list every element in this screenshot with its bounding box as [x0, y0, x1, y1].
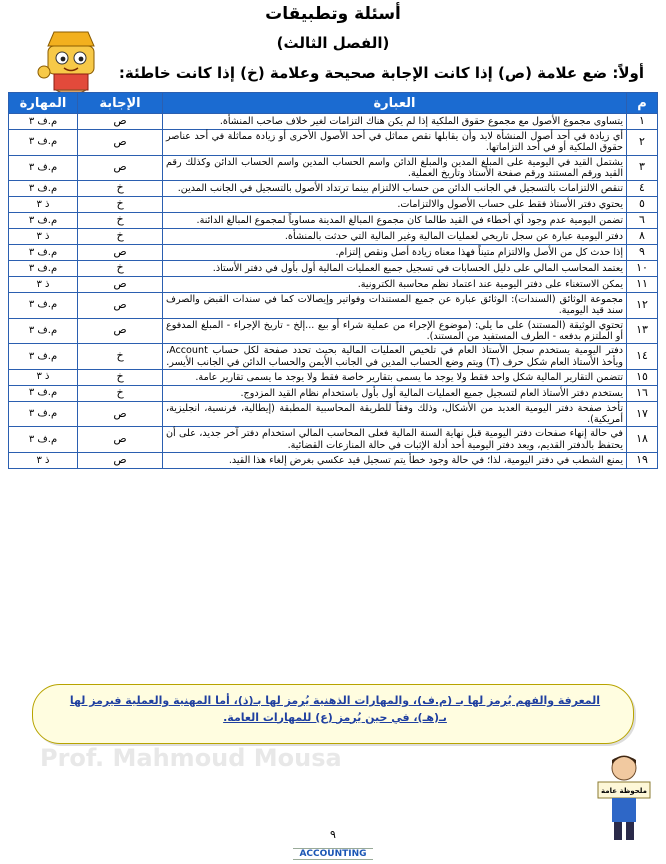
table-row — [9, 293, 658, 319]
row-answer: خ — [78, 181, 163, 197]
row-number: ١٥ — [627, 369, 658, 385]
row-number: ١٠ — [627, 261, 658, 277]
row-number: ٥ — [627, 197, 658, 213]
chapter-label: (الفصل الثالث) — [276, 34, 390, 52]
table-row — [9, 197, 658, 213]
row-answer: خ — [78, 385, 163, 401]
watermark: Prof. Mahmoud Mousa — [40, 744, 342, 772]
page-number: ٩ — [330, 828, 336, 841]
col-num-header: م — [627, 93, 658, 114]
row-statement: أي زيادة في أحد أصول المنشأة لابد وأن يقابلها نقص مماثل في أحد الأصول الأخرى أو زيادة مماثلة في أحد عناصر حقوق الملكية أو في أحد التزاماتها. — [163, 129, 627, 155]
note-text: المعرفة والفهم يُرمز لها بـ (م.ف)، والمهارات الذهنية يُرمز لها بـ(ذ)، أما المهنية والعملية فيرمز لها بـ(هـ)، في حين يُرمز (ع) للمهارات العامة. — [69, 694, 601, 724]
row-number: ٩ — [627, 245, 658, 261]
row-skill: م.ف ٣ — [9, 427, 78, 453]
row-answer: خ — [78, 197, 163, 213]
row-number: ١٣ — [627, 318, 658, 344]
row-skill: م.ف ٣ — [9, 261, 78, 277]
row-answer: ص — [78, 129, 163, 155]
table-row — [9, 181, 658, 197]
row-statement: تحتوي الوثيقة (المستند) على ما يلي: (موضوع الإجراء من عملية شراء أو بيع ...إلخ - تاريخ الإجراء - المبلغ المدفوع أو الملتزم بدفعه - الطرف المستفيد من المستند). — [163, 318, 627, 344]
instructions: أولاً: ضع علامة (ص) إذا كانت الإجابة صحيحة وعلامة (خ) إذا كانت خاطئة: — [118, 64, 644, 82]
row-skill: م.ف ٣ — [9, 155, 78, 181]
table-row — [9, 344, 658, 370]
row-statement: يشتمل القيد في اليومية على المبلغ المدين والمبلغ الدائن واسم الحساب المدين واسم الحساب الدائن وكذلك رقم القيد ورقم المستند ورقم صفحة الأستاذ وتاريخ العملية. — [163, 155, 627, 181]
page-footer — [0, 828, 666, 860]
row-number: ٤ — [627, 181, 658, 197]
table-row — [9, 114, 658, 130]
note-badge-label: ملحوظة عامة — [601, 787, 647, 795]
questions-table — [8, 92, 658, 469]
row-skill: ذ ٣ — [9, 229, 78, 245]
table-row — [9, 453, 658, 469]
row-statement: إذا حدث كل من الأصل والالتزام متيناً فهذا معناه زيادة أصل ونقص إلتزام. — [163, 245, 627, 261]
row-number: ٦ — [627, 213, 658, 229]
row-skill: ذ ٣ — [9, 277, 78, 293]
row-statement: تضمن اليومية عدم وجود أي أخطاء في القيد طالما كان مجموع المبالغ المدينة مساوياً لمجموع المبالغ الدائنة. — [163, 213, 627, 229]
row-number: ١١ — [627, 277, 658, 293]
row-skill: ذ ٣ — [9, 197, 78, 213]
table-row — [9, 385, 658, 401]
row-statement: دفتر اليومية يستخدم سجل الأستاذ العام في تلخيص العمليات المالية بحيث تحدد صفحة لكل حساب Account، ويأخذ الأستاذ العام شكل حرف (T) ويتم وضع الحساب المدين في الجانب الأيمن والحساب الدائن في الجانب الأيسر. — [163, 344, 627, 370]
row-skill: م.ف ٣ — [9, 245, 78, 261]
row-skill: ذ ٣ — [9, 453, 78, 469]
row-statement: يمنع الشطب في دفتر اليومية، لذا؛ في حالة وجود خطأ يتم تسجيل قيد عكسي بغرض إلغاء هذا القيد. — [163, 453, 627, 469]
row-number: ٣ — [627, 155, 658, 181]
row-skill: م.ف ٣ — [9, 401, 78, 427]
pencil-mascot-icon — [36, 22, 106, 98]
row-number: ٨ — [627, 229, 658, 245]
note-bubble — [32, 684, 634, 744]
row-number: ٢ — [627, 129, 658, 155]
row-number: ١٨ — [627, 427, 658, 453]
col-skill-header: المهارة — [9, 93, 78, 114]
table-row — [9, 129, 658, 155]
row-statement: يمكن الاستغناء على دفتر اليومية عند اعتماد نظم محاسبة الكترونية. — [163, 277, 627, 293]
row-number: ١٦ — [627, 385, 658, 401]
table-row — [9, 277, 658, 293]
row-statement: يحتوي دفتر الأستاذ فقط على حساب الأصول والالتزامات. — [163, 197, 627, 213]
row-skill: م.ف ٣ — [9, 385, 78, 401]
row-statement: يعتمد المحاسب المالي على دليل الحسابات في تسجيل جميع العمليات المالية أول بأول في دفتر الأستاذ. — [163, 261, 627, 277]
row-skill: م.ف ٣ — [9, 213, 78, 229]
row-statement: تأخذ صفحة دفتر اليومية العديد من الأشكال، وذلك وفقاً للطريقة المحاسبية المطبقة (إيطالية، فرنسية، انجليزية، أمريكية). — [163, 401, 627, 427]
row-answer: ص — [78, 427, 163, 453]
row-statement: يستخدم دفتر الأستاذ العام لتسجيل جميع العمليات المالية أول بأول باستخدام نظام القيد المزدوج. — [163, 385, 627, 401]
row-statement: مجموعة الوثائق (السندات): الوثائق عبارة عن جميع المستندات وفواتير وإيصالات كما في سندات القبض والصرف سند قيد اليومية. — [163, 293, 627, 319]
row-answer: ص — [78, 293, 163, 319]
row-number: ١٩ — [627, 453, 658, 469]
row-statement: يتساوى مجموع الأصول مع مجموع حقوق الملكية إذا لم يكن هناك التزامات لغير خلاف صاحب المنشأة. — [163, 114, 627, 130]
row-statement: تتضمن التقارير المالية شكل واحد فقط ولا يوجد ما يسمى بتقارير خاصة فقط ولا يوجد ما يسمى تقارير عامة. — [163, 369, 627, 385]
table-body — [9, 114, 658, 469]
accounting-logo: ACCOUNTING — [293, 848, 372, 860]
row-number: ١٤ — [627, 344, 658, 370]
row-answer: خ — [78, 229, 163, 245]
row-statement: تنقص الالتزامات بالتسجيل في الجانب الدائن من حساب الالتزام بينما ترتداد الأصول بالتسجيل في الجانب المدين. — [163, 181, 627, 197]
page-title: أسئلة وتطبيقات — [265, 4, 401, 24]
row-answer: ص — [78, 277, 163, 293]
table-row — [9, 261, 658, 277]
row-skill: ذ ٣ — [9, 369, 78, 385]
col-statement-header: العبارة — [163, 93, 627, 114]
table-row — [9, 401, 658, 427]
row-skill: م.ف ٣ — [9, 181, 78, 197]
row-answer: ص — [78, 245, 163, 261]
row-skill: م.ف ٣ — [9, 318, 78, 344]
row-answer: خ — [78, 261, 163, 277]
row-number: ١ — [627, 114, 658, 130]
table-row — [9, 155, 658, 181]
row-number: ١٧ — [627, 401, 658, 427]
row-answer: ص — [78, 453, 163, 469]
table-row — [9, 318, 658, 344]
row-answer: خ — [78, 213, 163, 229]
col-answer-header: الإجابة — [78, 93, 163, 114]
row-answer: خ — [78, 369, 163, 385]
table-row — [9, 427, 658, 453]
table-row — [9, 369, 658, 385]
row-statement: في حالة إنهاء صفحات دفتر اليومية قبل نهاية السنة المالية فعلى المحاسب المالي استخدام دفتر آخر جديد، على أن يحتفظ بالدفتر القديم، ويعد دفتر اليومية أحد أدلة الإثبات في حالة المنازعات القضائية. — [163, 427, 627, 453]
row-skill: م.ف ٣ — [9, 129, 78, 155]
row-skill: م.ف ٣ — [9, 114, 78, 130]
table-row — [9, 213, 658, 229]
row-number: ١٢ — [627, 293, 658, 319]
row-answer: ص — [78, 318, 163, 344]
table-header-row — [9, 93, 658, 114]
row-answer: ص — [78, 401, 163, 427]
row-statement: دفتر اليومية عبارة عن سجل تاريخي لعمليات المالية وغير المالية التي حدثت بالمنشأة. — [163, 229, 627, 245]
table-row — [9, 245, 658, 261]
table-row — [9, 229, 658, 245]
row-skill: م.ف ٣ — [9, 344, 78, 370]
row-skill: م.ف ٣ — [9, 293, 78, 319]
row-answer: ص — [78, 155, 163, 181]
row-answer: خ — [78, 344, 163, 370]
row-answer: ص — [78, 114, 163, 130]
